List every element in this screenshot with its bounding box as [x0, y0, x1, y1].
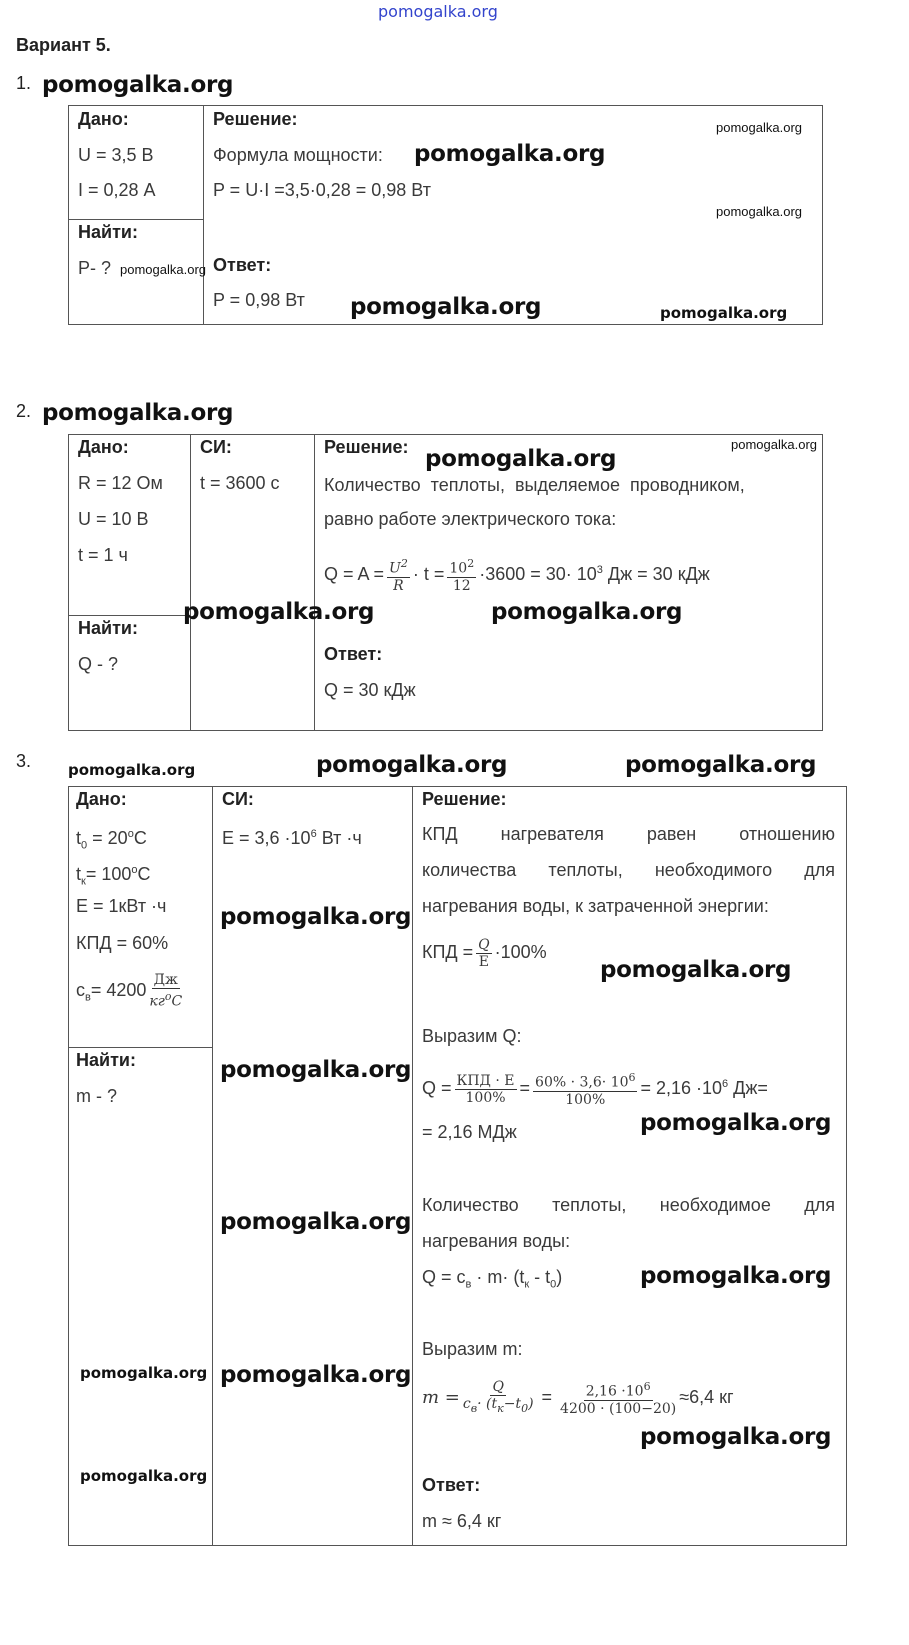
- formula-part: 0: [521, 1402, 529, 1416]
- find-value: Q - ?: [78, 654, 119, 674]
- watermark: pomogalka.org: [350, 294, 542, 320]
- exponent: 3: [596, 564, 603, 576]
- given-value: [76, 859, 151, 893]
- formula-part: [560, 1379, 676, 1417]
- solution-formula: m = $\frac{Q}{c_в\cdot (t_к-t_0)}$ = $\frac{2,16 \cdot 10^6}{4200 \cdot (100-20)}$ ≈6,4 кг: [422, 1379, 734, 1418]
- solution-formula: [422, 932, 547, 972]
- watermark: pomogalka.org: [640, 1110, 832, 1136]
- formula-part: Q = c: [422, 1267, 466, 1287]
- formula-part: C: [133, 828, 147, 848]
- solution-formula: Q = $\frac{\text{КПД · E}}{100\%}$ = $\frac{60\% \cdot 3,6\cdot 10^6}{100\%}$ = $2,16 \cdot 10^6$ Дж=: [422, 1071, 768, 1109]
- solution-text: КПД нагревателя равен отношению: [422, 824, 835, 844]
- answer-label: Ответ:: [422, 1475, 481, 1495]
- formula-part: E = 3,6 ·10: [222, 828, 311, 848]
- watermark: pomogalka.org: [491, 599, 683, 625]
- formula-part: · t =: [412, 564, 445, 584]
- formula-part: E: [478, 953, 489, 970]
- formula-part: = 20: [92, 828, 128, 848]
- divider: [68, 615, 190, 616]
- formula-part: Дж = 30 кДж: [602, 564, 710, 584]
- formula-part: [533, 1070, 637, 1108]
- formula-part: [149, 972, 182, 1010]
- formula-part: 100%: [565, 1092, 606, 1109]
- solution-formula: P = U·I =3,5·0,28 = 0,98 Вт: [213, 180, 431, 200]
- formula-part: 6: [643, 1380, 651, 1394]
- denominator: R: [393, 578, 404, 595]
- problem-number: 3.: [16, 751, 32, 771]
- answer-label: Ответ:: [324, 644, 383, 664]
- formula-part: Дж: [153, 972, 178, 989]
- problem-1-table: [68, 105, 823, 325]
- fraction: [447, 556, 476, 594]
- watermark: pomogalka.org: [716, 204, 802, 219]
- formula-part: [584, 1379, 653, 1401]
- watermark: pomogalka.org: [640, 1424, 832, 1450]
- given-label: Дано:: [78, 109, 129, 129]
- formula-part: - t: [529, 1267, 551, 1287]
- watermark: pomogalka.org: [80, 1467, 208, 1485]
- formula-part: ): [556, 1267, 563, 1287]
- solution-text: Формула мощности:: [213, 145, 383, 165]
- answer-value: m ≈ 6,4 кг: [422, 1511, 502, 1531]
- formula-part: в: [470, 1402, 478, 1416]
- formula-part: t: [76, 864, 82, 884]
- given-value: t = 1 ч: [78, 545, 128, 565]
- formula-part: 6: [310, 828, 317, 840]
- solution-formula: [422, 1266, 562, 1296]
- numerator-text: U: [389, 561, 401, 578]
- exponent: 2: [400, 557, 408, 571]
- formula-part: 100%: [465, 1089, 506, 1106]
- watermark: pomogalka.org: [220, 1362, 412, 1388]
- formula-part: КПД =: [422, 942, 474, 962]
- watermark: pomogalka.org: [42, 72, 234, 98]
- page-title: Вариант 5.: [16, 35, 111, 55]
- watermark: pomogalka.org: [220, 1057, 412, 1083]
- find-value: P- ?: [78, 258, 112, 278]
- formula-part: · m· (t: [471, 1267, 525, 1287]
- find-label: Найти:: [78, 618, 138, 638]
- solution-text: = 2,16 МДж: [422, 1122, 517, 1142]
- divider: [68, 219, 203, 220]
- divider: [412, 786, 413, 1545]
- given-value: U = 10 В: [78, 509, 149, 529]
- formula-part: −t: [503, 1396, 522, 1413]
- given-label: Дано:: [78, 437, 129, 457]
- formula-part: КПД · E: [456, 1072, 515, 1089]
- watermark: pomogalka.org: [183, 599, 375, 625]
- formula-part: 60% · 3,6· 10: [535, 1075, 629, 1092]
- watermark: pomogalka.org: [716, 120, 802, 135]
- si-label: СИ:: [200, 437, 232, 457]
- solution-text: нагревания воды, к затраченной энергии:: [422, 896, 769, 916]
- answer-value: P = 0,98 Вт: [213, 290, 305, 310]
- formula-part: ): [528, 1396, 534, 1413]
- find-label: Найти:: [78, 222, 138, 242]
- solution-text: количества теплоты, необходимого для: [422, 860, 835, 880]
- problem-number: 2.: [16, 401, 32, 421]
- watermark: pomogalka.org: [660, 304, 788, 322]
- formula-part: m =: [422, 1387, 460, 1408]
- given-value: U = 3,5 В: [78, 145, 154, 165]
- formula-part: ·100%: [494, 942, 547, 962]
- formula-part: 6: [628, 1071, 636, 1085]
- formula-part: к: [497, 1402, 504, 1416]
- formula-part: в: [465, 1278, 472, 1291]
- watermark: pomogalka.org: [600, 957, 792, 983]
- formula-part: Дж=: [728, 1078, 768, 1098]
- formula-part: [533, 1070, 637, 1092]
- formula-part: к: [524, 1278, 530, 1291]
- watermark: pomogalka.org: [625, 752, 817, 778]
- si-value: t = 3600 с: [200, 473, 280, 493]
- numerator: [447, 556, 476, 578]
- divider: [314, 434, 315, 730]
- given-value: R = 12 Ом: [78, 473, 163, 493]
- watermark: pomogalka.org: [640, 1263, 832, 1289]
- numerator-text: 10: [449, 561, 468, 578]
- solution-text: равно работе электрического тока:: [324, 509, 617, 529]
- formula-part: 0: [81, 839, 88, 852]
- given-value: КПД = 60%: [76, 933, 169, 953]
- divider: [212, 786, 213, 1545]
- formula-part: o: [127, 828, 134, 840]
- formula-part: 6: [722, 1078, 729, 1090]
- formula-part: c: [76, 980, 85, 1000]
- find-value: m - ?: [76, 1086, 118, 1106]
- divider: [203, 105, 204, 324]
- formula-part: Q: [492, 1379, 504, 1396]
- formula-part: · (t: [477, 1396, 498, 1413]
- given-value: I = 0,28 А: [78, 180, 156, 200]
- solution-label: Решение:: [422, 789, 507, 809]
- solution-text: Количество теплоты, необходимое для: [422, 1195, 835, 1215]
- formula-part: ·3600 = 30· 10: [479, 564, 597, 584]
- formula-part: 0: [550, 1278, 557, 1291]
- answer-label: Ответ:: [213, 255, 272, 275]
- formula-part: в: [85, 991, 91, 1004]
- solution-label: Решение:: [213, 109, 298, 129]
- formula-part: Q = A =: [324, 564, 385, 584]
- formula-part: c: [462, 1396, 471, 1413]
- formula-part: [463, 1379, 534, 1417]
- given-value: [76, 823, 147, 857]
- formula-part: $кг^oC$: [149, 990, 183, 1011]
- fraction: [387, 556, 410, 594]
- solution-text: Количество теплоты, выделяемое проводником,: [324, 475, 745, 495]
- formula-part: t: [76, 828, 82, 848]
- formula-part: Q: [478, 936, 490, 953]
- header-link[interactable]: pomogalka.org: [378, 2, 498, 21]
- formula-part: [455, 1073, 517, 1106]
- si-label: СИ:: [222, 789, 254, 809]
- formula-part: [476, 937, 491, 970]
- watermark: pomogalka.org: [220, 904, 412, 930]
- solution-text: Выразим m:: [422, 1339, 523, 1359]
- formula-part: Q =: [422, 1078, 452, 1098]
- formula-part: к: [81, 875, 86, 888]
- formula-part: [463, 1396, 534, 1417]
- watermark: pomogalka.org: [220, 1209, 412, 1235]
- formula-part: ≈6,4 кг: [679, 1387, 734, 1407]
- given-value: E = 1кВт ·ч: [76, 896, 167, 916]
- answer-value: Q = 30 кДж: [324, 680, 416, 700]
- formula-part: кг: [149, 994, 165, 1011]
- watermark: pomogalka.org: [425, 446, 617, 472]
- solution-formula: [324, 550, 710, 594]
- formula-part: C: [137, 864, 151, 884]
- formula-part: Вт ·ч: [316, 828, 362, 848]
- numerator: [387, 556, 410, 578]
- formula-part: = 2,16 ·10: [640, 1078, 723, 1098]
- formula-part: = 4200: [90, 980, 147, 1000]
- given-label: Дано:: [76, 789, 127, 809]
- si-value: [222, 823, 362, 849]
- formula-part: 2,16 ·10: [585, 1384, 644, 1401]
- solution-text: Выразим Q:: [422, 1026, 522, 1046]
- find-label: Найти:: [76, 1050, 136, 1070]
- problem-number: 1.: [16, 73, 32, 93]
- formula-part: o: [164, 990, 172, 1004]
- formula-part: = 100: [85, 864, 132, 884]
- solution-text: нагревания воды:: [422, 1231, 571, 1251]
- divider: [68, 1047, 212, 1048]
- solution-label: Решение:: [324, 437, 409, 457]
- denominator: 12: [452, 578, 471, 595]
- divider: [190, 434, 191, 730]
- watermark: pomogalka.org: [316, 752, 508, 778]
- watermark: pomogalka.org: [42, 400, 234, 426]
- given-value: [76, 970, 185, 1018]
- watermark: pomogalka.org: [68, 761, 196, 779]
- formula-part: 4200 · (100−20): [560, 1401, 677, 1418]
- formula-part: o: [131, 864, 138, 876]
- watermark: pomogalka.org: [120, 262, 206, 277]
- watermark: pomogalka.org: [414, 141, 606, 167]
- exponent: 2: [467, 557, 475, 571]
- watermark: pomogalka.org: [731, 437, 817, 452]
- watermark: pomogalka.org: [80, 1364, 208, 1382]
